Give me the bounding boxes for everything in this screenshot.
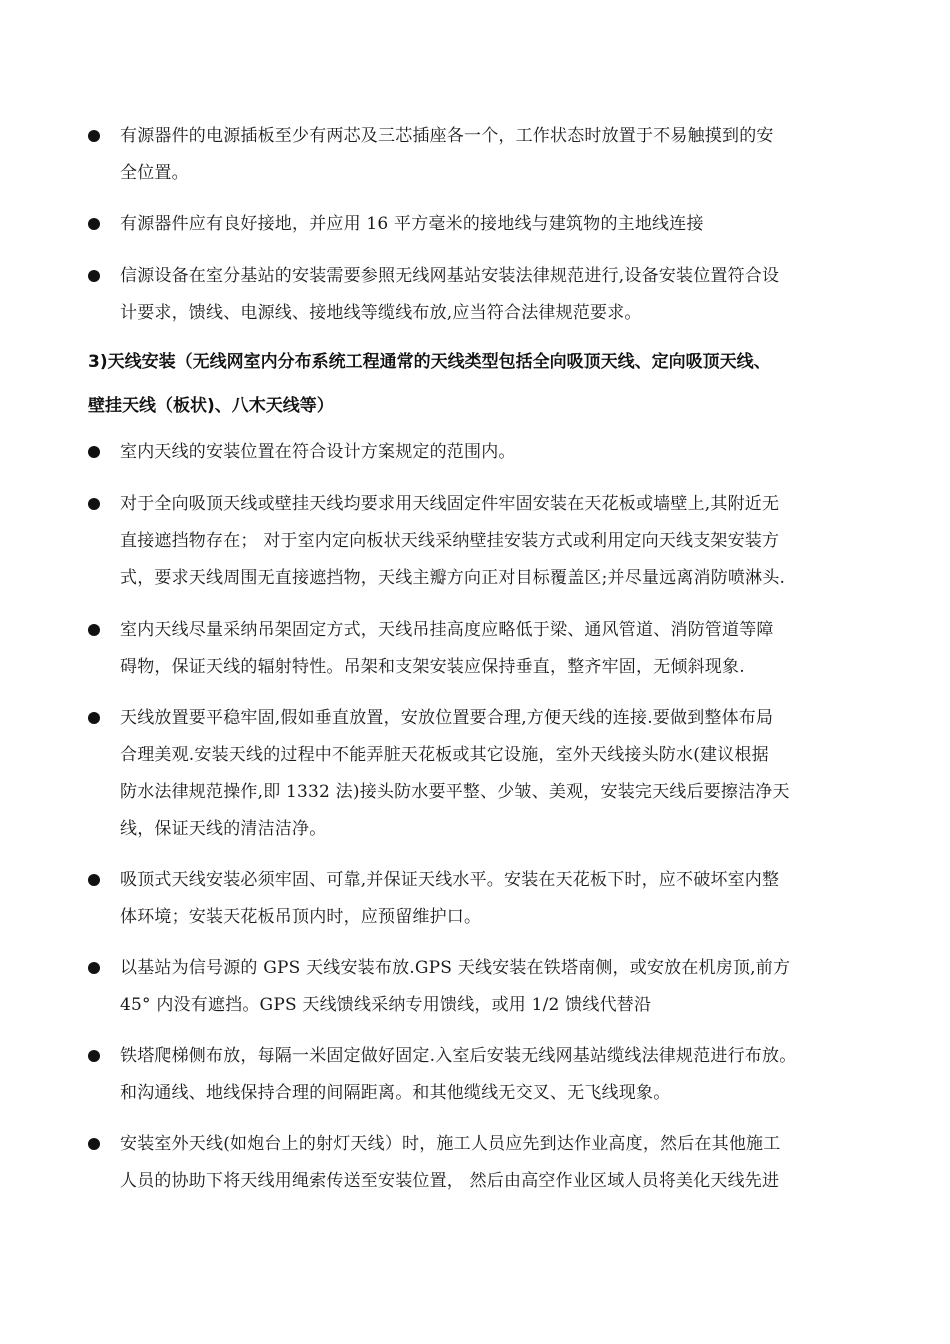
bullet-icon — [88, 874, 100, 886]
text-line: 室内天线尽量采纳吊架固定方式，天线吊挂高度应略低于梁、通风管道、消防管道等障 — [120, 620, 774, 640]
text-line: 计要求，馈线、电源线、接地线等缆线布放,应当符合法律规范要求。 — [120, 303, 642, 323]
text-line: 天线放置要平稳牢固,假如垂直放置，安放位置要合理,方便天线的连接.要做到整体布局 — [120, 708, 774, 728]
bullet-icon — [88, 1050, 100, 1062]
text-line: 人员的协助下将天线用绳索传送至安装位置， 然后由高空作业区域人员将美化天线先进 — [120, 1171, 780, 1191]
list-item-text — [120, 258, 875, 332]
text-line: 有源器件的电源插板至少有两芯及三芯插座各一个，工作状态时放置于不易触摸到的安 — [120, 126, 774, 146]
text-line: 对于全向吸顶天线或壁挂天线均要求用天线固定件牢固安装在天花板或墙壁上,其附近无 — [120, 494, 780, 514]
list-item-text — [120, 1126, 875, 1200]
bullet-icon — [88, 218, 100, 230]
text-line: 全位置。 — [120, 163, 189, 183]
text-line: 以基站为信号源的 GPS 天线安装布放.GPS 天线安装在铁塔南侧，或安放在机房顶,前方 — [120, 958, 791, 978]
list-item-text — [120, 950, 875, 1024]
section-heading — [88, 340, 878, 428]
list-item-text — [120, 486, 875, 597]
text-line: 和沟通线、地线保持合理的间隔距离。和其他缆线无交叉、无飞线现象。 — [120, 1083, 671, 1103]
list-item-text — [120, 118, 875, 192]
text-line: 有源器件应有良好接地，并应用 16 平方毫米的接地线与建筑物的主地线连接 — [120, 214, 704, 234]
list-item-text — [120, 612, 875, 686]
list-item-text — [120, 206, 875, 243]
text-line: 体环境；安装天花板吊顶内时，应预留维护口。 — [120, 907, 482, 927]
text-line: 45° 内没有遮挡。GPS 天线馈线采纳专用馈线，或用 1/2 馈线代替沿 — [120, 995, 652, 1015]
text-line: 防水法律规范操作,即 1332 法)接头防水要平整、少皱、美观，安装完天线后要擦洁净天 — [120, 782, 790, 802]
heading-line: 壁挂天线（板状)、八木天线等） — [88, 396, 334, 416]
bullet-icon — [88, 270, 100, 282]
text-line: 安装室外天线(如炮台上的射灯天线）时，施工人员应先到达作业高度，然后在其他施工 — [120, 1134, 781, 1154]
text-line: 室内天线的安装位置在符合设计方案规定的范围内。 — [120, 442, 516, 462]
text-line: 信源设备在室分基站的安装需要参照无线网基站安装法律规范进行,设备安装位置符合设 — [120, 266, 780, 286]
bullet-icon — [88, 962, 100, 974]
bullet-icon — [88, 624, 100, 636]
text-line: 铁塔爬梯侧布放，每隔一米固定做好固定.入室后安装无线网基站缆线法律规范进行布放。 — [120, 1046, 797, 1066]
text-line: 式，要求天线周围无直接遮挡物，天线主瓣方向正对目标覆盖区;并尽量远离消防喷淋头. — [120, 568, 786, 588]
bullet-icon — [88, 130, 100, 142]
text-line: 吸顶式天线安装必须牢固、可靠,并保证天线水平。安装在天花板下时，应不破坏室内整 — [120, 870, 780, 890]
bullet-icon — [88, 498, 100, 510]
list-item-text — [120, 862, 875, 936]
text-line: 线，保证天线的清洁洁净。 — [120, 819, 327, 839]
bullet-icon — [88, 712, 100, 724]
bullet-icon — [88, 1138, 100, 1150]
heading-line: 3)天线安装（无线网室内分布系统工程通常的天线类型包括全向吸顶天线、定向吸顶天线、 — [88, 352, 771, 372]
list-item-text — [120, 1038, 875, 1112]
text-line: 碍物，保证天线的辐射特性。吊架和支架安装应保持垂直，整齐牢固，无倾斜现象. — [120, 657, 745, 677]
text-line: 合理美观.安装天线的过程中不能弄脏天花板或其它设施，室外天线接头防水(建议根据 — [120, 745, 769, 765]
text-line: 直接遮挡物存在； 对于室内定向板状天线采纳壁挂安装方式或利用定向天线支架安装方 — [120, 531, 780, 551]
bullet-icon — [88, 446, 100, 458]
list-item-text — [120, 700, 875, 848]
list-item-text — [120, 434, 875, 471]
